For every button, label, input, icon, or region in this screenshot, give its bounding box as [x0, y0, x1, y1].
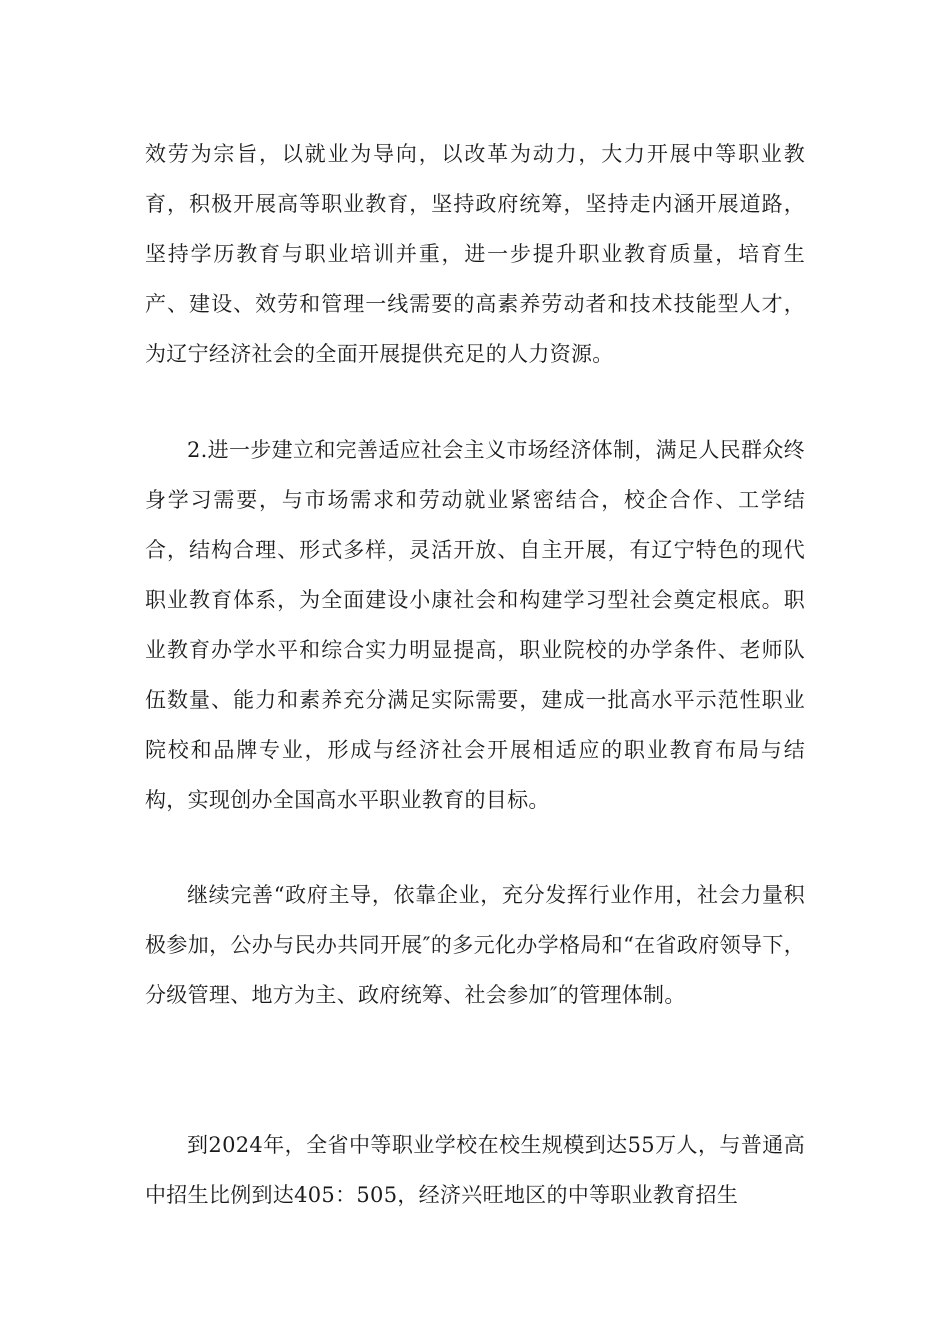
paragraph-1 [145, 129, 805, 379]
paragraph-3 [145, 870, 805, 1020]
paragraph-2 [145, 425, 805, 825]
paragraph-text: 继续完善“政府主导，依靠企业，充分发挥行业作用，社会力量积极参加，公办与民办共同开展″的多元化办学格局和“在省政府领导下，分级管理、地方为主、政府统筹、社会参加″的管理体制。 [145, 883, 805, 1007]
paragraph-text: 效劳为宗旨，以就业为导向，以改革为动力，大力开展中等职业教育，积极开展高等职业教育，坚持政府统筹，坚持走内涵开展道路，坚持学历教育与职业培训并重，进一步提升职业教育质量，培育生产、建设、效劳和管理一线需要的高素养劳动者和技术技能型人才，为辽宁经济社会的全面开展提供充足的人力资源。 [145, 142, 805, 366]
paragraph-4 [145, 1120, 805, 1220]
paragraph-text: 到2024年，全省中等职业学校在校生规模到达55万人，与普通高中招生比例到达405：505，经济兴旺地区的中等职业教育招生 [145, 1133, 805, 1207]
paragraph-text: 2.进一步建立和完善适应社会主义市场经济体制，满足人民群众终身学习需要，与市场需求和劳动就业紧密结合，校企合作、工学结合，结构合理、形式多样，灵活开放、自主开展，有辽宁特色的现代职业教育体系，为全面建设小康社会和构建学习型社会奠定根底。职业教育办学水平和综合实力明显提高，职业院校的办学条件、老师队伍数量、能力和素养充分满足实际需要，建成一批高水平示范性职业院校和品牌专业，形成与经济社会开展相适应的职业教育布局与结构，实现创办全国高水平职业教育的目标。 [145, 438, 805, 812]
